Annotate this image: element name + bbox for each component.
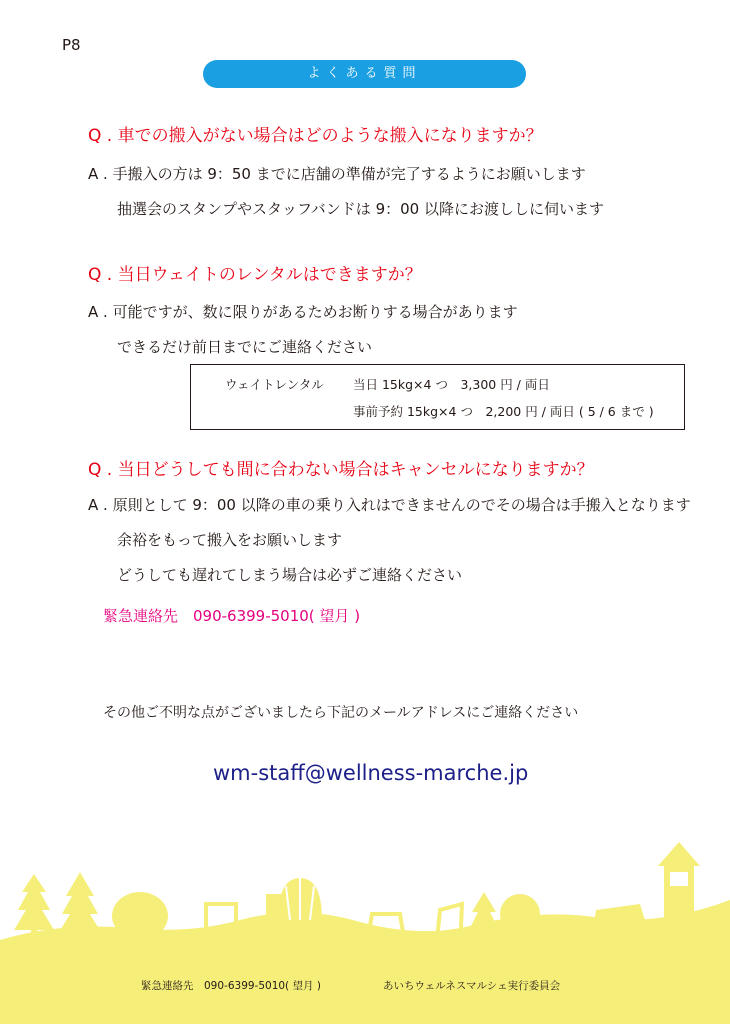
rental-same-day-price: 当日 15kg×4 つ 3,300 円 / 両日 — [353, 377, 550, 392]
faq-question-2: Q . 当日ウェイトのレンタルはできますか？ — [88, 265, 422, 285]
faq-answer-3-line-2: 余裕をもって搬入をお願いします — [117, 531, 343, 549]
faq-answer-2-line-2: できるだけ前日までにご連絡ください — [117, 338, 373, 356]
contact-email[interactable]: wm-staff@wellness-marche.jp — [213, 761, 529, 785]
emergency-contact: 緊急連絡先 090-6399-5010( 望月 ) — [103, 607, 361, 625]
footer-emergency-contact: 緊急連絡先 090-6399-5010( 望月 ) — [141, 980, 321, 992]
faq-question-3: Q . 当日どうしても間に合わない場合はキャンセルになりますか？ — [88, 460, 594, 480]
faq-answer-1-line-2: 抽選会のスタンプやスタッフバンドは 9：00 以降にお渡ししに伺います — [117, 200, 604, 218]
page-number: P8 — [62, 36, 81, 54]
faq-answer-3-line-3: どうしても遅れてしまう場合は必ずご連絡ください — [117, 566, 463, 584]
rental-label: ウェイトレンタル — [225, 377, 324, 392]
faq-answer-3-line-1: A . 原則として 9：00 以降の車の乗り入れはできませんのでその場合は手搬入となります — [88, 496, 691, 514]
faq-answer-2-line-1: A . 可能ですが、数に限りがあるためお断りする場合があります — [88, 303, 518, 321]
rental-reservation-price: 事前予約 15kg×4 つ 2,200 円 / 両日 ( 5 / 6 まで ) — [353, 404, 654, 419]
faq-question-1: Q . 車での搬入がない場合はどのような搬入になりますか？ — [88, 126, 543, 146]
section-title-banner: よくある質問 — [203, 60, 526, 88]
faq-answer-1-line-1: A . 手搬入の方は 9：50 までに店舗の準備が完了するようにお願いします — [88, 165, 586, 183]
footer-organizer: あいちウェルネスマルシェ実行委員会 — [383, 980, 561, 992]
contact-note: その他ご不明な点がございましたら下記のメールアドレスにご連絡ください — [103, 705, 579, 721]
weight-rental-box — [190, 364, 685, 430]
park-silhouette-illustration — [0, 830, 730, 1024]
